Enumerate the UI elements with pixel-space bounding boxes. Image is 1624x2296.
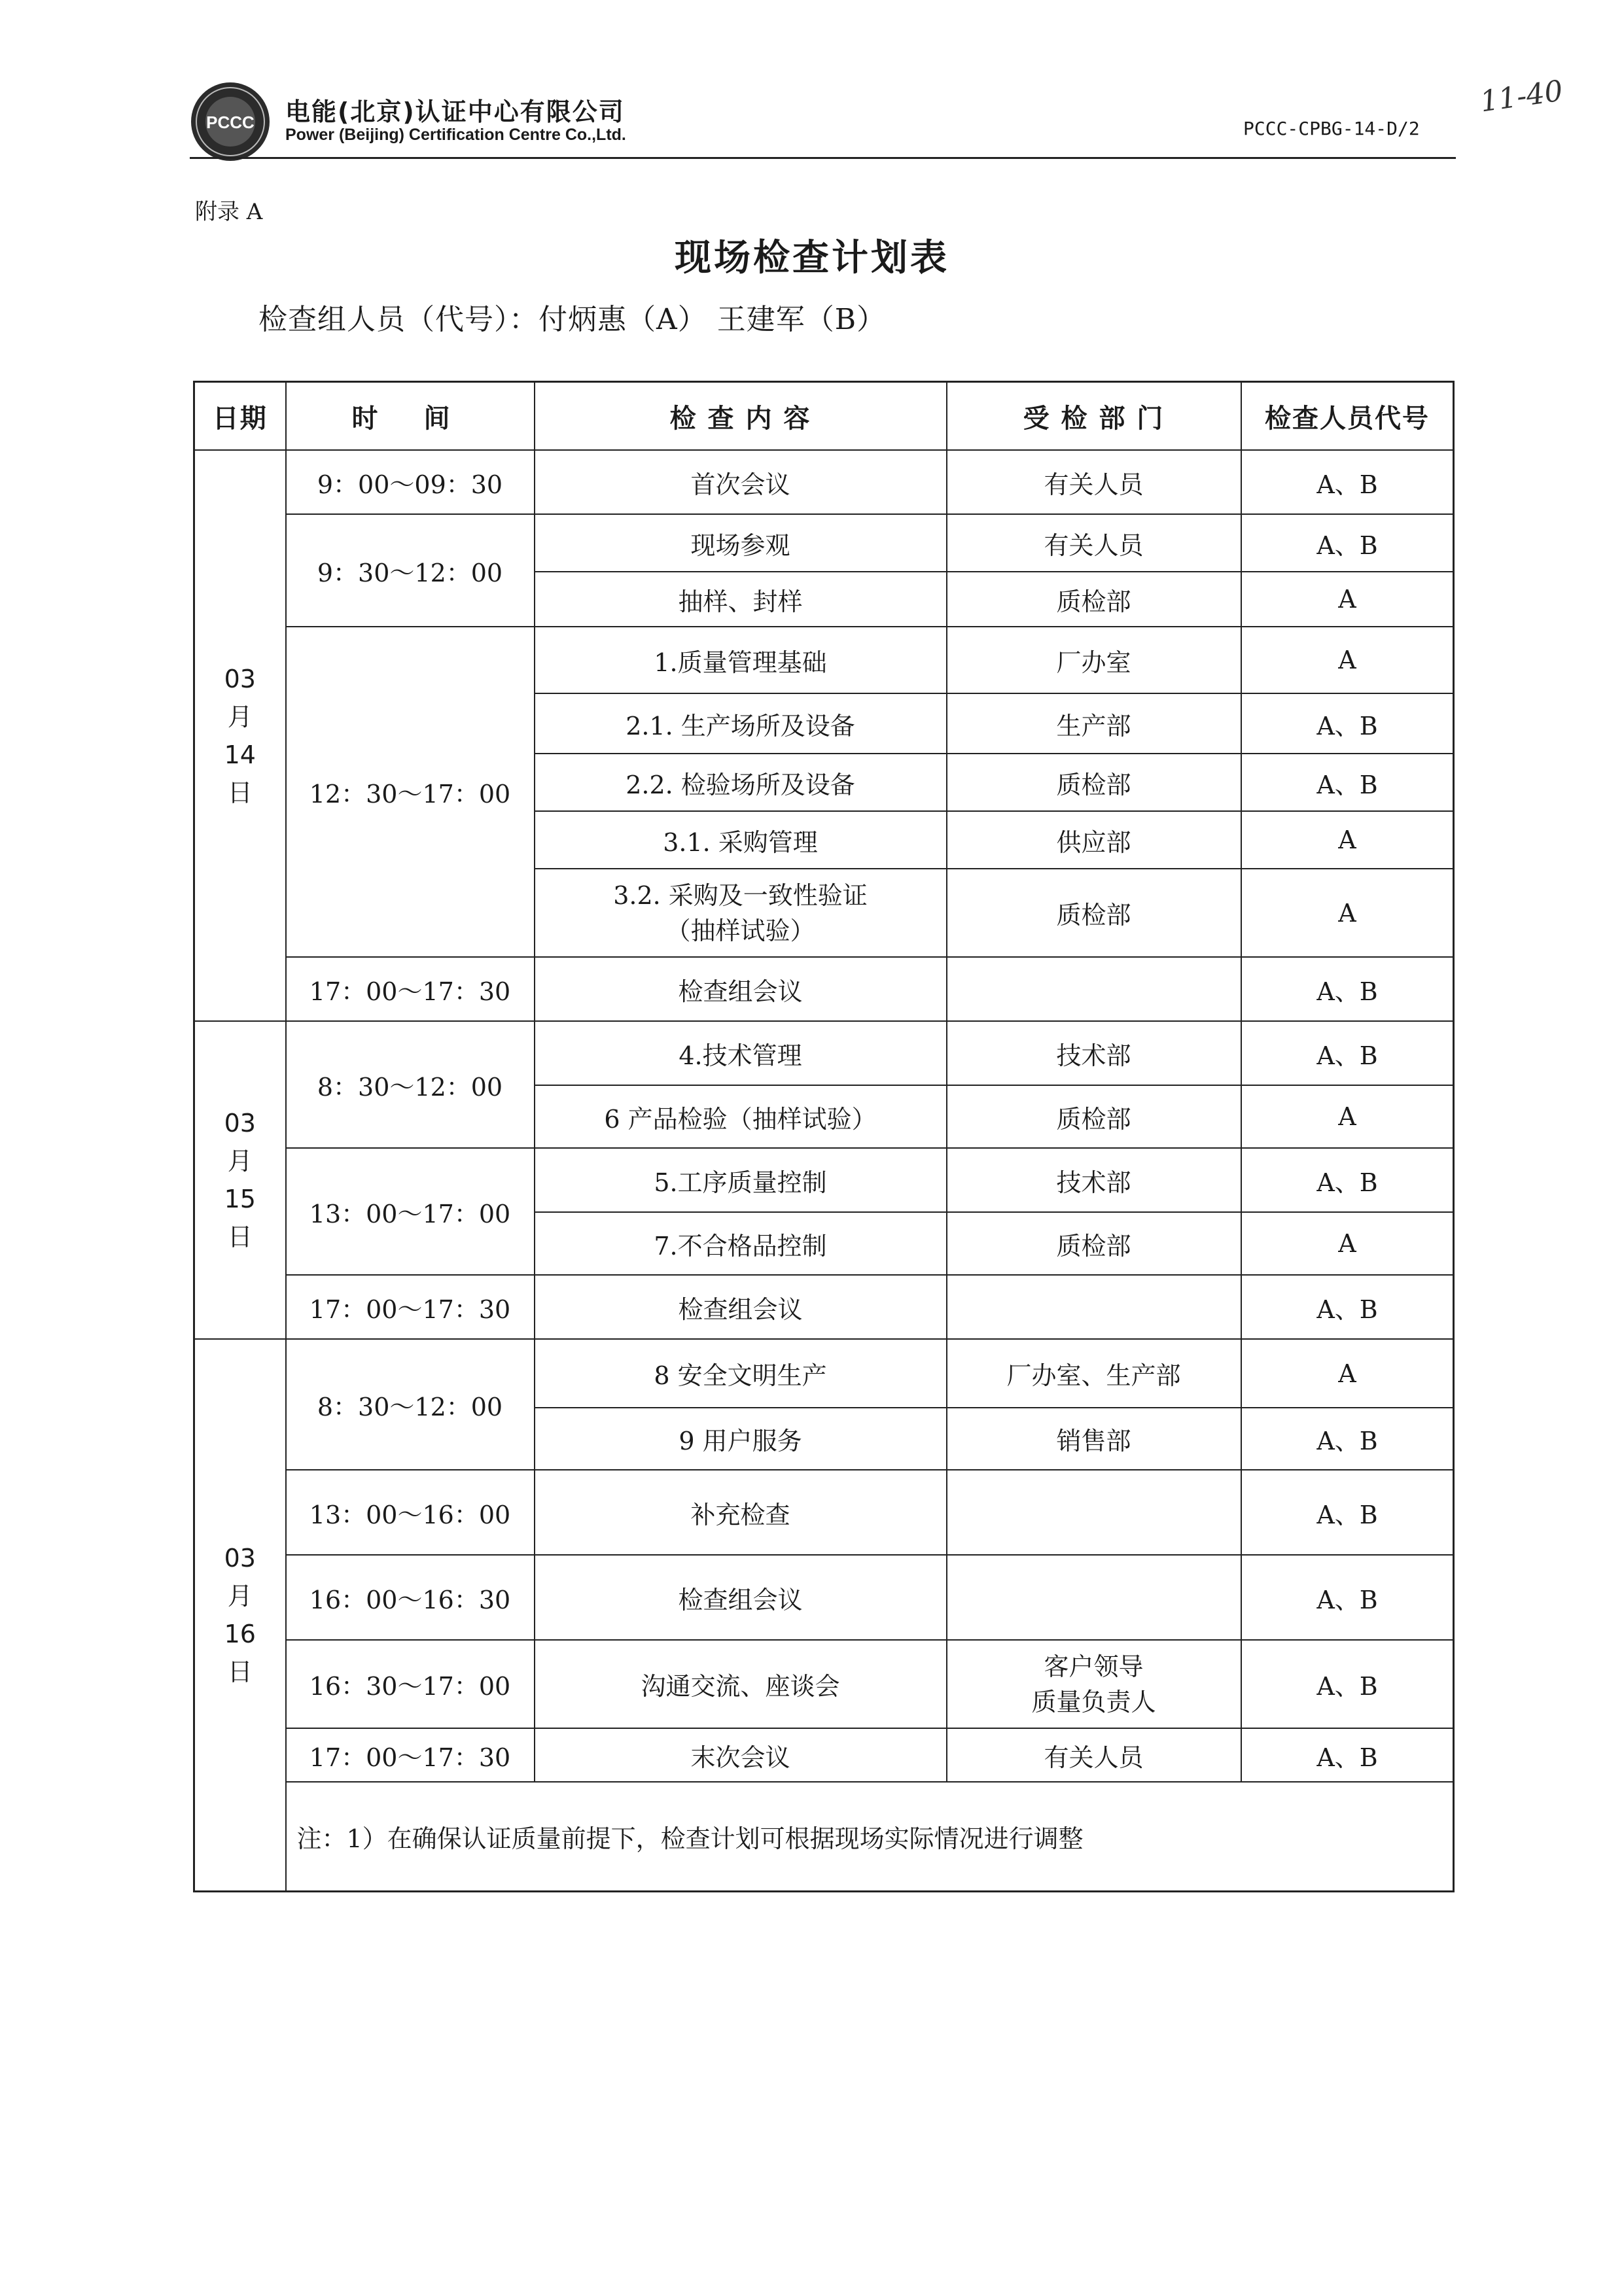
department-cell: 销售部: [947, 1408, 1241, 1470]
time-cell: 8：30～12：00: [286, 1339, 535, 1470]
date-cell-day3: 03 月 16 日: [194, 1339, 286, 1892]
header-department: 受 检 部 门: [947, 382, 1241, 451]
time-cell: 17：00～17：30: [286, 1728, 535, 1782]
content-cell: 沟通交流、座谈会: [535, 1640, 947, 1728]
inspector-cell: A、B: [1241, 1728, 1454, 1782]
time-cell: 16：00～16：30: [286, 1555, 535, 1640]
content-cell: 4.技术管理: [535, 1021, 947, 1085]
table-row: [194, 1470, 1454, 1555]
department-cell: 厂办室、生产部: [947, 1339, 1241, 1408]
department-cell: 质检部: [947, 869, 1241, 957]
content-cell: 7.不合格品控制: [535, 1212, 947, 1275]
content-cell: 首次会议: [535, 450, 947, 514]
content-cell: 2.2. 检验场所及设备: [535, 754, 947, 811]
header-content: 检 查 内 容: [535, 382, 947, 451]
inspector-cell: A、B: [1241, 693, 1454, 754]
header-date: 日期: [194, 382, 286, 451]
table-note: 注：1）在确保认证质量前提下，检查计划可根据现场实际情况进行调整: [286, 1782, 1454, 1892]
inspector-cell: A、B: [1241, 1275, 1454, 1339]
inspector-cell: A: [1241, 572, 1454, 627]
content-cell: 8 安全文明生产: [535, 1339, 947, 1408]
table-row: [194, 1640, 1454, 1728]
company-name-en: Power (Beijing) Certification Centre Co.,Ltd.: [285, 126, 626, 144]
inspection-plan-table: [193, 381, 1455, 1892]
content-cell: [535, 869, 947, 957]
inspector-cell: A: [1241, 1212, 1454, 1275]
date-cell-day1: 03 月 14 日: [194, 450, 286, 1021]
table-row: [194, 1275, 1454, 1339]
header-divider: [190, 157, 1456, 159]
department-cell: [947, 1275, 1241, 1339]
time-cell: 16：30～17：00: [286, 1640, 535, 1728]
inspection-team-line: 检查组人员（代号）：付炳惠（A） 王建军（B）: [258, 303, 887, 336]
table-row: [194, 1021, 1454, 1085]
department-cell: 质检部: [947, 754, 1241, 811]
department-cell: [947, 1640, 1241, 1728]
table-row: [194, 1148, 1454, 1212]
department-cell: 质检部: [947, 1212, 1241, 1275]
content-cell: 5.工序质量控制: [535, 1148, 947, 1212]
table-row: [194, 450, 1454, 514]
department-cell: 质检部: [947, 572, 1241, 627]
content-line: 3.2. 采购及一致性验证: [613, 880, 868, 910]
appendix-label: 附录 A: [195, 199, 263, 225]
table-row: [194, 957, 1454, 1021]
date-cell-day2: 03 月 15 日: [194, 1021, 286, 1339]
department-cell: [947, 957, 1241, 1021]
company-name-cn: 电能(北京)认证中心有限公司: [285, 97, 625, 126]
logo-text: PCCC: [206, 113, 255, 132]
content-cell: 9 用户服务: [535, 1408, 947, 1470]
content-cell: 检查组会议: [535, 1555, 947, 1640]
header-inspector: 检查人员代号: [1241, 382, 1454, 451]
time-cell: 13：00～16：00: [286, 1470, 535, 1555]
header-time: 时 间: [286, 382, 535, 451]
department-cell: [947, 1470, 1241, 1555]
inspector-cell: A、B: [1241, 1408, 1454, 1470]
content-cell: 补充检查: [535, 1470, 947, 1555]
handwritten-mark: 11-40: [1478, 74, 1565, 119]
inspector-cell: A、B: [1241, 1021, 1454, 1085]
department-cell: 供应部: [947, 811, 1241, 869]
time-cell: 12：30～17：00: [286, 627, 535, 957]
time-cell: 17：00～17：30: [286, 957, 535, 1021]
content-cell: 6 产品检验（抽样试验）: [535, 1085, 947, 1148]
department-cell: 有关人员: [947, 450, 1241, 514]
inspector-cell: A、B: [1241, 1640, 1454, 1728]
table-row: [194, 627, 1454, 693]
time-cell: 13：00～17：00: [286, 1148, 535, 1275]
inspector-cell: A、B: [1241, 754, 1454, 811]
content-cell: 抽样、封样: [535, 572, 947, 627]
note-row: [194, 1782, 1454, 1892]
time-cell: 9：30～12：00: [286, 514, 535, 627]
content-cell: 末次会议: [535, 1728, 947, 1782]
inspector-cell: A: [1241, 869, 1454, 957]
content-cell: 2.1. 生产场所及设备: [535, 693, 947, 754]
department-line: 质量负责人: [1031, 1687, 1156, 1716]
inspector-cell: A、B: [1241, 514, 1454, 572]
time-cell: 17：00～17：30: [286, 1275, 535, 1339]
department-cell: 技术部: [947, 1021, 1241, 1085]
time-cell: 9：00～09：30: [286, 450, 535, 514]
inspector-cell: A、B: [1241, 450, 1454, 514]
inspector-cell: A、B: [1241, 1470, 1454, 1555]
document-code: PCCC-CPBG-14-D/2: [1243, 118, 1420, 139]
department-line: 客户领导: [1044, 1652, 1144, 1681]
table-row: [194, 1728, 1454, 1782]
department-cell: 质检部: [947, 1085, 1241, 1148]
table-row: [194, 1339, 1454, 1408]
inspector-cell: A: [1241, 811, 1454, 869]
inspector-cell: A: [1241, 1085, 1454, 1148]
time-cell: 8：30～12：00: [286, 1021, 535, 1148]
table-row: [194, 514, 1454, 572]
department-cell: 有关人员: [947, 1728, 1241, 1782]
department-cell: 生产部: [947, 693, 1241, 754]
inspector-cell: A、B: [1241, 957, 1454, 1021]
department-cell: 厂办室: [947, 627, 1241, 693]
inspector-cell: A: [1241, 1339, 1454, 1408]
table-row: [194, 1555, 1454, 1640]
content-cell: 现场参观: [535, 514, 947, 572]
department-cell: [947, 1555, 1241, 1640]
content-cell: 检查组会议: [535, 957, 947, 1021]
page-title: 现场检查计划表: [675, 237, 949, 279]
table-header-row: [194, 382, 1454, 451]
content-line: （抽样试验）: [665, 916, 815, 945]
inspector-cell: A、B: [1241, 1148, 1454, 1212]
content-cell: 3.1. 采购管理: [535, 811, 947, 869]
content-cell: 检查组会议: [535, 1275, 947, 1339]
department-cell: 有关人员: [947, 514, 1241, 572]
department-cell: 技术部: [947, 1148, 1241, 1212]
inspector-cell: A: [1241, 627, 1454, 693]
company-logo: [188, 80, 272, 164]
inspector-cell: A、B: [1241, 1555, 1454, 1640]
content-cell: 1.质量管理基础: [535, 627, 947, 693]
